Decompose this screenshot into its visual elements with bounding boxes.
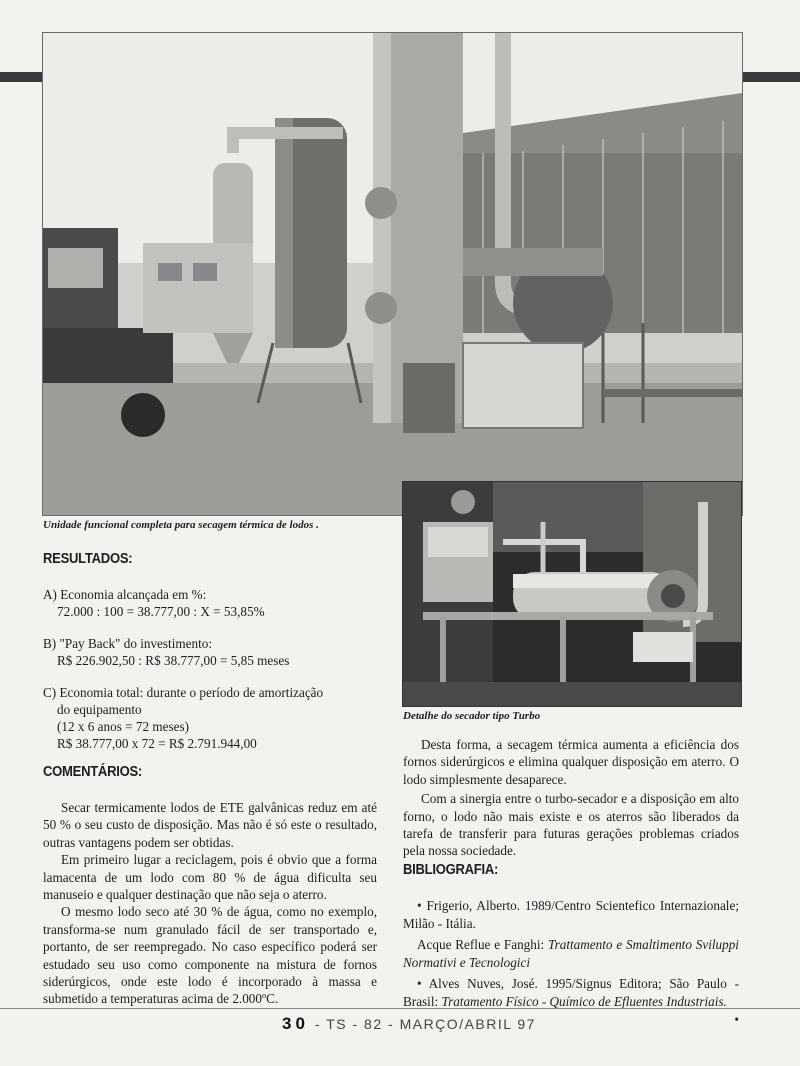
comentarios-paragraph: Secar termicamente lodos de ETE galvânicas reduz em até 50 % o seu custo de disposição. Mas não é só este o resultado, outras vantagens podem ser obtidas. — [43, 800, 377, 850]
page-footer — [282, 1014, 536, 1034]
bib-author: Acque Reflue e Fanghi: — [417, 937, 549, 953]
resultados-heading: RESULTADOS: — [43, 551, 133, 567]
result-a-formula: 72.000 : 100 = 38.777,00 : X = 53,85% — [57, 604, 265, 619]
body-paragraph: Com a sinergia entre o turbo-secador e a disposição em alto forno, o lodo não mais existe e os aterros são liberados da tarefa de transferir para futuras gerações problemas criados pela nossa sociedade. — [403, 791, 739, 859]
result-b-formula: R$ 226.902,50 : R$ 38.777,00 = 5,85 meses — [57, 653, 290, 668]
result-c-formula: R$ 38.777,00 x 72 = R$ 2.791.944,00 — [57, 736, 257, 751]
result-item-b — [43, 635, 343, 669]
comentarios-paragraph: Em primeiro lugar a reciclagem, pois é obvio que a forma lamacenta de um lodo com 80 % de água dificulta seu manuseio e qualquer destinação que não seja o aterro. — [43, 852, 377, 903]
result-a-label: A) Economia alcançada em %: — [43, 587, 207, 602]
comentarios-paragraph: O mesmo lodo seco até 30 % de água, como no exemplo, transforma-se num granulado fácil de ser transportado e, portanto, de ser reempregado. No caso específico poderá ser estudado seu uso como componente na mistura de fornos siderúrgicos, onde este lodo é incorporado à massa e submetido a temperaturas acima de 2.000ºC. — [43, 904, 377, 1007]
comentarios-heading: COMENTÁRIOS: — [43, 764, 142, 780]
end-mark: • — [734, 1011, 739, 1027]
bib-title: Tratamento Físico - Químico de Efluentes Industriais. — [441, 993, 727, 1009]
result-c-line3: (12 x 6 anos = 72 meses) — [57, 719, 189, 734]
bibliografia-heading: BIBLIOGRAFIA: — [403, 862, 499, 878]
result-item-a — [43, 586, 343, 620]
result-c-label: C) Economia total: durante o período de amortização — [43, 685, 324, 700]
right-column-body — [403, 736, 739, 860]
page-number: 30 — [282, 1014, 309, 1033]
result-b-label: B) "Pay Back" do investimento: — [43, 636, 212, 651]
body-paragraph: Desta forma, a secagem térmica aumenta a eficiência dos fornos siderúrgicos e elimina qualquer disposição em aterro. O lodo simplesmente desaparece. — [403, 737, 739, 787]
bib-author: • Alves Nuves, José. 1995/Signus Editora; São Paulo - Brasil: — [403, 976, 739, 1009]
result-c-line2: do equipamento — [57, 702, 142, 717]
footer-rule — [0, 1008, 800, 1009]
bibliography-entry: • Frigerio, Alberto. 1989/Centro Scientefico Internazionale; Milão - Itália. — [403, 898, 739, 931]
bibliography-entry — [403, 975, 739, 1027]
issue-info: - TS - 82 - MARÇO/ABRIL 97 — [314, 1016, 536, 1032]
comentarios-body — [43, 799, 377, 1008]
plant-photo — [42, 32, 743, 516]
turbo-dryer-photo — [402, 481, 742, 707]
bib-title: Trattamento e Smaltimento Sviluppi Normativi e Tecnologici — [403, 937, 739, 970]
main-photo-caption: Unidade funcional completa para secagem térmica de lodos . — [43, 519, 319, 531]
detail-photo-caption: Detalhe do secador tipo Turbo — [403, 710, 541, 722]
bibliography-entry — [403, 936, 739, 971]
result-item-c — [43, 684, 343, 752]
